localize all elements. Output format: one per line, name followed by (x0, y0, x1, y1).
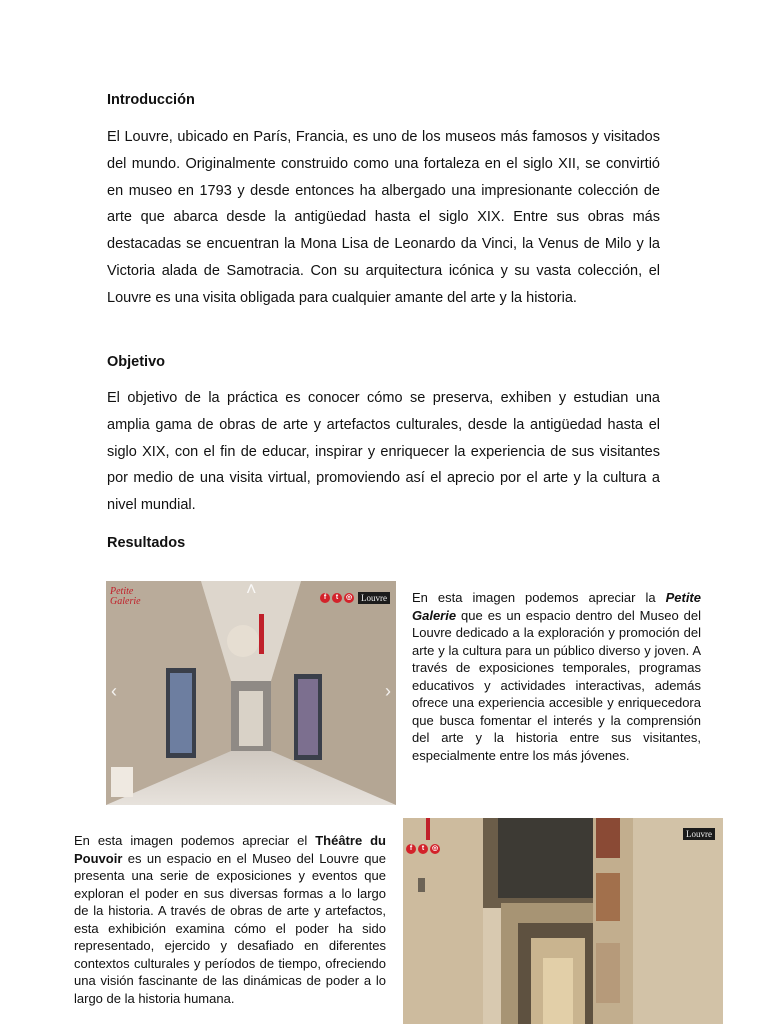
photo-label-line2: Galerie (110, 596, 141, 607)
caption1-emphasis: Petite Galerie (412, 590, 701, 623)
louvre-logo: Louvre (358, 592, 390, 604)
exclamation-mark-shape (426, 818, 430, 840)
nav-up-icon[interactable]: ˄ (246, 581, 257, 599)
facebook-icon-2[interactable]: f (406, 844, 416, 854)
instagram-icon[interactable]: ◎ (345, 594, 353, 601)
twitter-icon[interactable]: t (332, 593, 342, 603)
caption2-pre: En esta imagen podemos apreciar el (74, 833, 316, 848)
petite-galerie-photo (106, 581, 396, 805)
paragraph-introduccion: El Louvre, ubicado en París, Francia, es uno de los museos más famosos y visitados del mundo. Originalmente construido como una fortaleza en el siglo XII, se convirtió en museo en 1793 y desde entonces ha albergado una impresionante colección de arte que abarca desde la antigüedad hasta el siglo XIX. Entre sus obras más destacadas se encuentran la Mona Lisa de Leonardo da Vinci, la Venus de Milo y la Victoria alada de Samotracia. Con su arquitectura icónica y su vasta colección, el Louvre es una visita obligada para cualquier amante del arte y la historia. (107, 129, 660, 306)
caption-petite-galerie (412, 589, 701, 764)
caption1-pre: En esta imagen podemos apreciar la (412, 590, 666, 605)
paragraph-objetivo: El objetivo de la práctica es conocer cómo se preserva, exhiben y estudian una amplia gama de obras de arte y artefactos culturales, desde la antigüedad hasta el siglo XIX, con el fin de educar, inspirar y enriquecer la experiencia de sus visitantes por medio de una visita virtual, promoviendo así el aprecio por el arte y la cultura a nivel mundial. (107, 390, 660, 514)
nav-left-icon[interactable]: ‹ (111, 681, 117, 701)
louvre-logo-2: Louvre (683, 828, 715, 840)
nav-right-icon[interactable]: › (385, 681, 391, 701)
heading-objetivo: Objetivo (107, 354, 166, 370)
social-icons[interactable] (320, 593, 354, 603)
caption2-post: es un espacio en el Museo del Louvre que presenta una serie de exposiciones y eventos que exploran el poder en sus diversas formas a lo largo de la historia. A través de obras de arte y artefactos, esta exhibición examina cómo el poder ha sido representado, ejercido y desafiado en diferentes contextos culturales y períodos de tiempo, ofreciendo una visión fascinante de las dinámicas de poder a lo largo de la historia humana. (74, 850, 386, 1006)
facebook-icon[interactable]: f (320, 593, 330, 603)
photo-label-line1: Petite (110, 586, 134, 597)
theatre-pouvoir-photo (403, 818, 723, 1024)
instagram-icon-2[interactable]: ◎ (431, 845, 439, 852)
caption1-post: que es un espacio dentro del Museo del Louvre dedicado a la exploración y promoción del arte y la cultura para un público diverso y joven. A través de exposiciones temporales, programas educativos y actividades interactivas, además ofrece una experiencia accesible y enriquecedora que busca fomentar el interés y la comprensión del arte y la historia entre sus visitantes, especialmente entre los más jóvenes. (412, 607, 701, 763)
heading-resultados: Resultados (107, 535, 186, 551)
heading-introduccion: Introducción (107, 92, 195, 108)
twitter-icon-2[interactable]: t (418, 844, 428, 854)
caption2-emphasis: Théâtre du Pouvoir (74, 833, 386, 866)
caption-theatre-pouvoir (74, 832, 386, 1007)
social-icons-2[interactable] (406, 844, 440, 854)
